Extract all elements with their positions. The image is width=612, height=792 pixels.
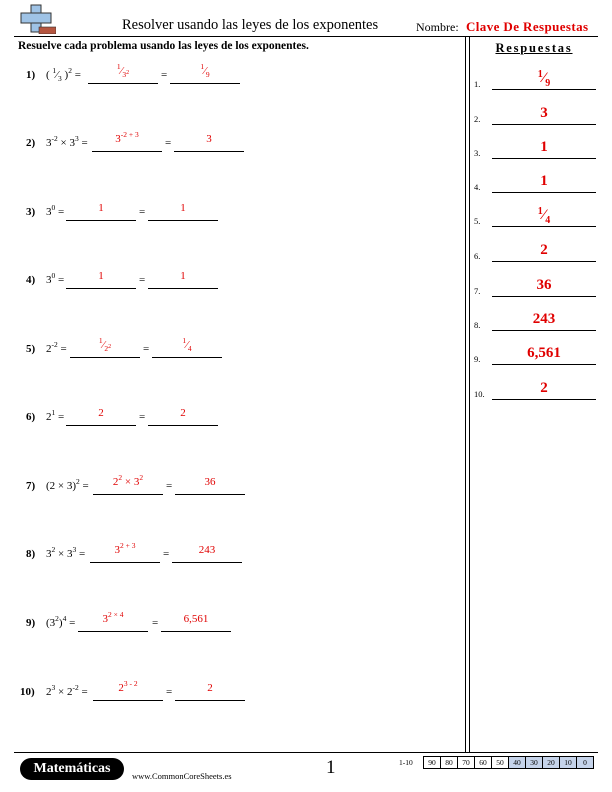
answer-value: 3 <box>540 105 548 121</box>
score-cell: 40 <box>508 756 526 769</box>
problem-number: 9) <box>26 617 36 629</box>
problem-expression: $(3^2)^4$ = <box>46 614 76 629</box>
result-blank[interactable]: 1 <box>148 270 218 289</box>
problem-3 <box>0 202 462 246</box>
problem-number: 7) <box>26 480 36 492</box>
answer-value: 36 <box>536 277 552 293</box>
result-blank[interactable]: 36 <box>175 476 245 495</box>
score-cell: 80 <box>440 756 458 769</box>
answer-number: 6. <box>474 251 481 261</box>
site-url[interactable]: www.CommonCoreSheets.es <box>132 771 232 781</box>
equals-sign: = <box>163 548 170 560</box>
brand-badge: Matemáticas <box>20 758 124 780</box>
name-value: Clave De Respuestas <box>466 19 589 34</box>
answer-line <box>492 364 596 365</box>
problem-expression: $2^{-2}$ = <box>46 340 67 355</box>
problem-2 <box>0 130 462 177</box>
result-blank[interactable]: 1 <box>148 202 218 221</box>
page-number: 1 <box>326 757 336 778</box>
answer-row-7 <box>474 275 598 301</box>
score-cell: 10 <box>559 756 577 769</box>
answer-number: 4. <box>474 182 481 192</box>
work-blank[interactable]: 2 <box>66 407 136 426</box>
problem-expression: $(2 \times 3)^2$ = <box>46 477 89 492</box>
equals-sign: = <box>139 206 146 218</box>
problem-expression: ( $^1⁄_3$ )$^2$ = <box>46 66 81 83</box>
answer-line <box>492 124 596 125</box>
score-cell: 0 <box>576 756 594 769</box>
result-blank[interactable]: 243 <box>172 544 242 563</box>
plus-logo-icon <box>18 4 56 34</box>
problem-6 <box>0 407 462 451</box>
problem-1 <box>0 62 462 109</box>
equals-sign: = <box>166 480 173 492</box>
problem-expression: $3^2 \times 3^3$ = <box>46 545 86 560</box>
problem-expression: $2^3 \times 2^{-2}$ = <box>46 683 88 698</box>
result-blank[interactable]: $^1⁄_4$ <box>152 339 222 358</box>
result-blank[interactable]: 3 <box>174 133 244 152</box>
answer-value: 6,561 <box>527 345 561 361</box>
problem-number: 10) <box>20 686 35 698</box>
equals-sign: = <box>161 69 168 81</box>
work-blank[interactable]: 1 <box>66 202 136 221</box>
instructions: Resuelve cada problema usando las leyes de los exponentes. <box>18 40 309 52</box>
score-cell: 20 <box>542 756 560 769</box>
work-blank[interactable]: 2$^{3 - 2}$ <box>93 682 163 701</box>
answer-value: 1 <box>540 173 548 189</box>
result-blank[interactable]: $^1⁄_9$ <box>170 65 240 84</box>
answer-line <box>492 192 596 193</box>
answer-row-9 <box>474 343 598 369</box>
name-label: Nombre: <box>416 20 459 34</box>
column-divider-right <box>469 36 470 752</box>
problem-number: 4) <box>26 274 36 286</box>
problem-8 <box>0 541 462 588</box>
score-cell: 60 <box>474 756 492 769</box>
answers-title: Respuestas <box>495 41 573 55</box>
answer-line <box>492 261 596 262</box>
answer-number: 7. <box>474 286 481 296</box>
answer-row-3 <box>474 137 598 163</box>
answer-line <box>492 89 596 90</box>
answer-number: 10. <box>474 389 485 399</box>
score-cell: 50 <box>491 756 509 769</box>
result-blank[interactable]: 2 <box>175 682 245 701</box>
answer-row-5 <box>474 205 598 231</box>
problem-5 <box>0 336 462 383</box>
problem-number: 8) <box>26 548 36 560</box>
answer-value: 243 <box>532 311 556 327</box>
work-blank[interactable]: $^1⁄_{3^2}$ <box>88 65 158 84</box>
answer-number: 8. <box>474 320 481 330</box>
header-divider <box>14 36 598 37</box>
problem-number: 1) <box>26 69 36 81</box>
answer-number: 1. <box>474 79 481 89</box>
answer-number: 5. <box>474 216 481 226</box>
answer-line <box>492 158 596 159</box>
score-cell: 70 <box>457 756 475 769</box>
answer-value: 2 <box>540 380 548 396</box>
result-blank[interactable]: 6,561 <box>161 613 231 632</box>
problem-number: 6) <box>26 411 36 423</box>
problem-7 <box>0 473 462 520</box>
problem-4 <box>0 270 462 314</box>
answer-value: 2 <box>540 242 548 258</box>
result-blank[interactable]: 2 <box>148 407 218 426</box>
answer-value: $^1⁄_4$ <box>537 206 551 226</box>
problem-expression: $3^0$ = <box>46 271 65 286</box>
score-cell: 90 <box>423 756 441 769</box>
work-blank[interactable]: $3^{2 \times 4}$ <box>78 613 148 632</box>
footer-divider <box>14 752 598 753</box>
answer-value: 1 <box>540 139 548 155</box>
problem-number: 5) <box>26 343 36 355</box>
answer-number: 3. <box>474 148 481 158</box>
work-blank[interactable]: 1 <box>66 270 136 289</box>
answer-row-2 <box>474 103 598 129</box>
score-cell: 30 <box>525 756 543 769</box>
answer-row-4 <box>474 171 598 197</box>
equals-sign: = <box>165 137 172 149</box>
column-divider-left <box>465 36 466 752</box>
problem-expression: $2^1$ = <box>46 408 65 423</box>
work-blank[interactable]: $2^2 \times 3^2$ <box>93 476 163 495</box>
answer-row-6 <box>474 240 598 266</box>
equals-sign: = <box>166 686 173 698</box>
answer-line <box>492 399 596 400</box>
problem-10 <box>0 679 462 726</box>
work-blank[interactable]: $3^{-2 + 3}$ <box>92 133 162 152</box>
problem-expression: $3^{-2} \times 3^3$ = <box>46 134 88 149</box>
answer-value: $^1⁄_9$ <box>537 69 551 89</box>
equals-sign: = <box>152 617 159 629</box>
answer-number: 2. <box>474 114 481 124</box>
work-blank[interactable]: $^1⁄_{2^2}$ <box>70 339 140 358</box>
answer-number: 9. <box>474 354 481 364</box>
problem-number: 2) <box>26 137 36 149</box>
equals-sign: = <box>143 343 150 355</box>
score-range-label: 1-10 <box>399 758 413 767</box>
answer-row-10 <box>474 378 598 404</box>
score-table <box>424 756 594 769</box>
worksheet-title: Resolver usando las leyes de los exponentes <box>122 17 379 33</box>
work-blank[interactable]: $3^{2 + 3}$ <box>90 544 160 563</box>
answer-line <box>492 330 596 331</box>
problem-9 <box>0 610 462 657</box>
equals-sign: = <box>139 274 146 286</box>
problem-number: 3) <box>26 206 36 218</box>
answer-line <box>492 296 596 297</box>
answer-row-1 <box>474 68 598 94</box>
problem-expression: $3^0$ = <box>46 203 65 218</box>
answer-line <box>492 226 596 227</box>
equals-sign: = <box>139 411 146 423</box>
answer-row-8 <box>474 309 598 335</box>
